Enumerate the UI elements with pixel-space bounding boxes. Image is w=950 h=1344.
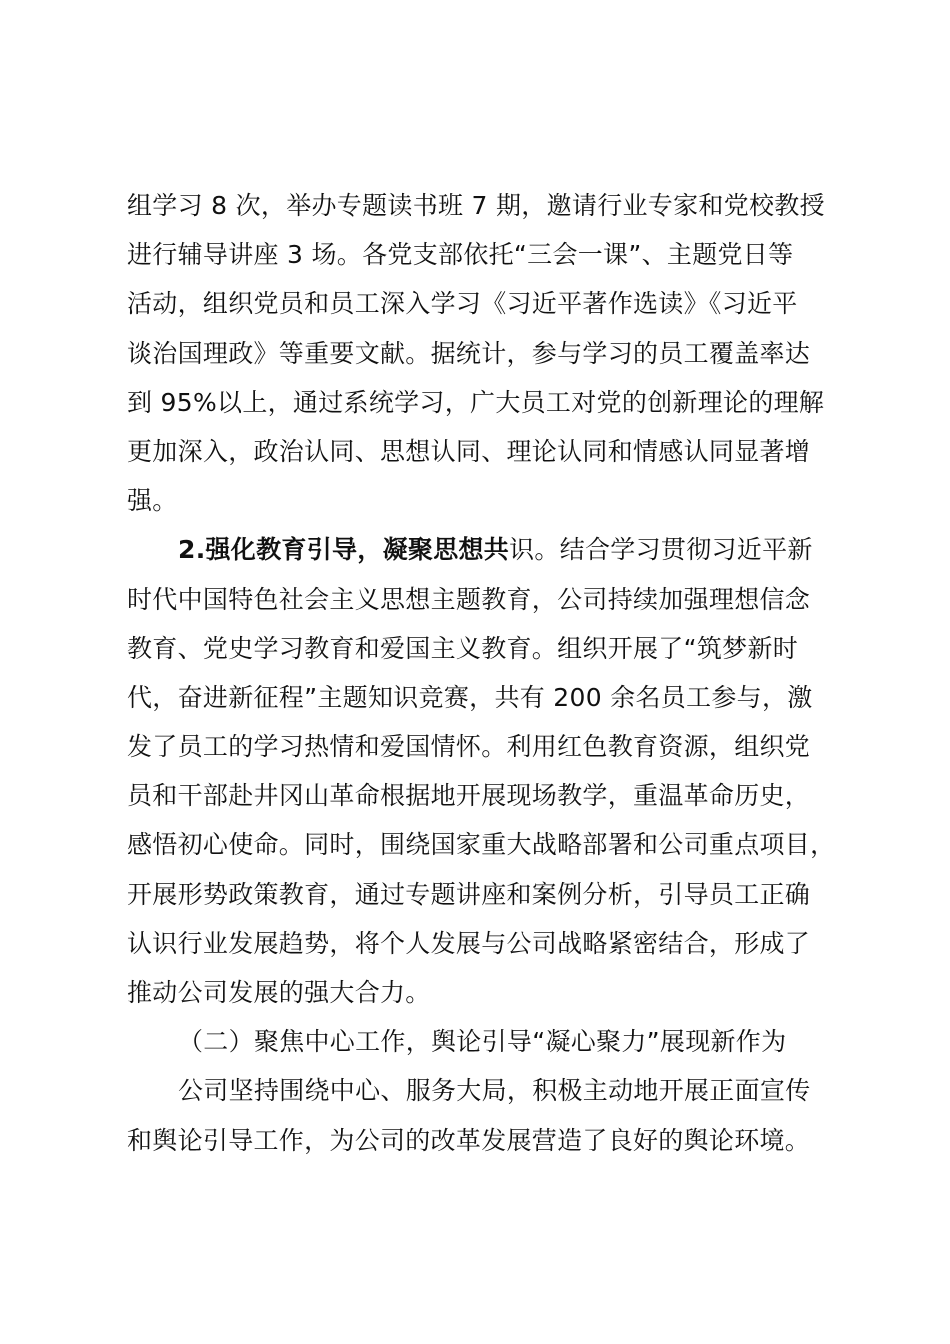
paragraph-line: 开展形势政策教育，通过专题讲座和案例分析，引导员工正确 xyxy=(127,879,811,909)
paragraph-line: 认识行业发展趋势，将个人发展与公司战略紧密结合，形成了 xyxy=(127,928,811,958)
paragraph-line: 教育、党史学习教育和爱国主义教育。组织开展了“筑梦新时 xyxy=(127,633,799,663)
paragraph-line: 到 95%以上，通过系统学习，广大员工对党的创新理论的理解 xyxy=(127,387,825,417)
paragraph-line: 和舆论引导工作，为公司的改革发展营造了良好的舆论环境。 xyxy=(127,1125,811,1155)
paragraph-line: 强。 xyxy=(127,486,178,516)
paragraph-line: 谈治国理政》等重要文献。据统计，参与学习的员工覆盖率达 xyxy=(127,338,811,368)
paragraph-line: 时代中国特色社会主义思想主题教育，公司持续加强理想信念 xyxy=(127,584,811,614)
subsection-heading: 2.强化教育引导，凝聚思想共 xyxy=(178,535,510,565)
paragraph-line: 员和干部赴井冈山革命根据地开展现场教学，重温革命历史， xyxy=(127,781,811,811)
document-body xyxy=(127,181,836,1165)
section-heading: （二）聚焦中心工作，舆论引导“凝心聚力”展现新作为 xyxy=(178,1027,787,1057)
paragraph-line: 进行辅导讲座 3 场。各党支部依托“三会一课”、主题党日等 xyxy=(127,240,794,270)
paragraph-line: 感悟初心使命。同时，围绕国家重大战略部署和公司重点项目， xyxy=(127,830,836,860)
paragraph-line: 代，奋进新征程”主题知识竞赛，共有 200 余名员工参与，激 xyxy=(127,682,813,712)
paragraph-first-line: 公司坚持围绕中心、服务大局，积极主动地开展正面宣传 xyxy=(178,1076,811,1106)
paragraph-line: 活动，组织党员和员工深入学习《习近平著作选读》《习近平 xyxy=(127,289,798,319)
paragraph-line: 推动公司发展的强大合力。 xyxy=(127,978,431,1007)
paragraph-line: 发了员工的学习热情和爱国情怀。利用红色教育资源，组织党 xyxy=(127,732,811,762)
paragraph-line: 组学习 8 次，举办专题读书班 7 期，邀请行业专家和党校教授 xyxy=(127,191,825,220)
paragraph-line: 更加深入，政治认同、思想认同、理论认同和情感认同显著增 xyxy=(127,436,811,466)
paragraph-first-line xyxy=(127,525,833,574)
paragraph-text: 识。结合学习贯彻习近平新 xyxy=(509,535,813,565)
